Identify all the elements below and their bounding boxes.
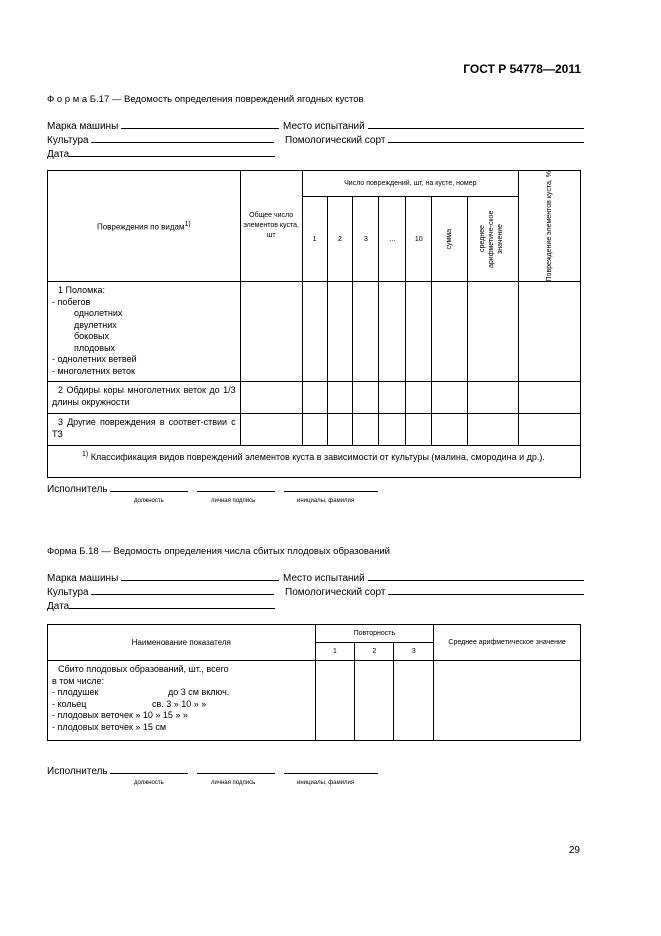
col-r3: 3 (394, 643, 434, 661)
cell[interactable] (432, 382, 468, 414)
form17-signature (47, 482, 378, 495)
form17-title: Ф о р м а Б.17 — Ведомость определения повреждений ягодных кустов (47, 94, 364, 105)
cell[interactable] (353, 414, 379, 446)
sort-input-line[interactable] (388, 585, 584, 595)
field-label: Дата (47, 601, 70, 612)
field-label: Помологический сорт (285, 135, 386, 146)
form17-place-field (283, 119, 584, 132)
caption-name: инициалы, фамилия (297, 780, 355, 786)
table-row (48, 661, 581, 741)
field-label: Культура (47, 587, 89, 598)
footnote-row (48, 446, 581, 478)
col-n1: 1 (302, 197, 327, 282)
cell[interactable] (302, 414, 327, 446)
cell[interactable] (240, 382, 302, 414)
table-header-row (48, 171, 581, 197)
machine-input-line[interactable] (121, 119, 279, 129)
field-label: Дата (47, 149, 70, 160)
name-line[interactable] (284, 482, 378, 492)
sort-input-line[interactable] (388, 133, 584, 143)
signature-label: Исполнитель (47, 484, 108, 495)
table-row (48, 382, 581, 414)
cell[interactable] (432, 414, 468, 446)
culture-input-line[interactable] (91, 133, 274, 143)
cell[interactable] (468, 414, 519, 446)
cell[interactable] (327, 414, 353, 446)
col-group-header: Число повреждений, шт, на кусте, номер (302, 171, 519, 197)
cell[interactable] (327, 382, 353, 414)
sign-line[interactable] (197, 482, 275, 492)
form17-culture-field (47, 133, 274, 146)
field-label: Культура (47, 135, 89, 146)
form18-culture-field (47, 585, 274, 598)
form17-sort-field (285, 133, 584, 146)
form17-date-field (47, 147, 275, 160)
signature-label: Исполнитель (47, 766, 108, 777)
cell[interactable] (315, 661, 355, 741)
row2-label: 2 Обдиры коры многолетних веток до 1/3 длины окружности (48, 382, 241, 414)
form18-sort-field (285, 585, 584, 598)
cell[interactable] (468, 282, 519, 382)
culture-input-line[interactable] (91, 585, 274, 595)
row3-label: 3 Другие повреждения в соответ-ствии с ТЗ (48, 414, 241, 446)
col-damage-header: Повреждения по видам$^{1)}$ (48, 171, 241, 282)
standard-code: ГОСТ Р 54778—2011 (463, 62, 581, 76)
cell[interactable] (302, 282, 327, 382)
form17-machine-field (47, 119, 279, 132)
form18-signature (47, 764, 378, 777)
place-input-line[interactable] (368, 119, 584, 129)
col-name-header: Наименование показателя (48, 625, 316, 661)
col-n2: 2 (327, 197, 353, 282)
form18-title: Форма Б.18 — Ведомость определения числа сбитых плодовых образований (47, 546, 390, 557)
field-label: Марка машины (47, 573, 119, 584)
caption-position: должность (134, 498, 164, 504)
cell[interactable] (379, 282, 406, 382)
position-line[interactable] (110, 764, 188, 774)
field-label: Место испытаний (283, 573, 365, 584)
cell[interactable] (379, 414, 406, 446)
cell[interactable] (519, 382, 581, 414)
date-input-line[interactable] (69, 599, 275, 609)
cell[interactable] (394, 661, 434, 741)
cell[interactable] (406, 382, 432, 414)
cell[interactable] (353, 382, 379, 414)
caption-position: должность (134, 780, 164, 786)
col-pct-header: Повреждение элементов куста, % (519, 171, 581, 282)
cell[interactable] (240, 282, 302, 382)
table-row (48, 414, 581, 446)
col-n10: 10 (406, 197, 432, 282)
col-mean-header: Среднее арифметическое значение (434, 625, 581, 661)
form18-date-field (47, 599, 275, 612)
form18-table (47, 624, 581, 741)
table-header-row (48, 625, 581, 643)
cell[interactable] (434, 661, 581, 741)
footnote: $^{1)}$ Классификация видов повреждений элементов куста в зависимости от культуры (малина, смородина и др.). (48, 446, 581, 478)
col-n3: 3 (353, 197, 379, 282)
field-label: Место испытаний (283, 121, 365, 132)
date-input-line[interactable] (69, 147, 275, 157)
form17-table (47, 170, 581, 478)
place-input-line[interactable] (368, 571, 584, 581)
col-mean: среднее арифметиче-ское значение (468, 197, 519, 282)
cell[interactable] (327, 282, 353, 382)
col-total-header: Общее число элементов куста, шт (240, 171, 302, 282)
cell[interactable] (519, 414, 581, 446)
cell[interactable] (353, 282, 379, 382)
cell[interactable] (519, 282, 581, 382)
name-line[interactable] (284, 764, 378, 774)
cell[interactable] (468, 382, 519, 414)
page-number: 29 (568, 845, 580, 856)
col-rep-header: Повторность (315, 625, 434, 643)
machine-input-line[interactable] (121, 571, 279, 581)
form18-machine-field (47, 571, 279, 584)
row1-label: 1 Поломка: - побегов однолетних двулетних боковых плодовых - однолетних ветвей - многолетних веток (48, 282, 241, 382)
sign-line[interactable] (197, 764, 275, 774)
row-label: Сбито плодовых образований, шт., всего в том числе: - плодушек до 3 см включ. - кольец св. 3 » 10 » » - плодовых веточек » 10 » 15 » » - плодовых веточек » 15 см (48, 661, 316, 741)
col-sum: сумма (432, 197, 468, 282)
cell[interactable] (379, 382, 406, 414)
col-r2: 2 (355, 643, 394, 661)
cell[interactable] (302, 382, 327, 414)
caption-sign: личная подпись (211, 780, 256, 786)
col-dots: ... (379, 197, 406, 282)
form18-place-field (283, 571, 584, 584)
cell[interactable] (355, 661, 394, 741)
field-label: Помологический сорт (285, 587, 386, 598)
col-r1: 1 (315, 643, 355, 661)
position-line[interactable] (110, 482, 188, 492)
field-label: Марка машины (47, 121, 119, 132)
cell[interactable] (406, 282, 432, 382)
cell[interactable] (432, 282, 468, 382)
table-row (48, 282, 581, 382)
caption-name: инициалы, фамилия (297, 498, 355, 504)
cell[interactable] (406, 414, 432, 446)
cell[interactable] (240, 414, 302, 446)
caption-sign: личная подпись (211, 498, 256, 504)
